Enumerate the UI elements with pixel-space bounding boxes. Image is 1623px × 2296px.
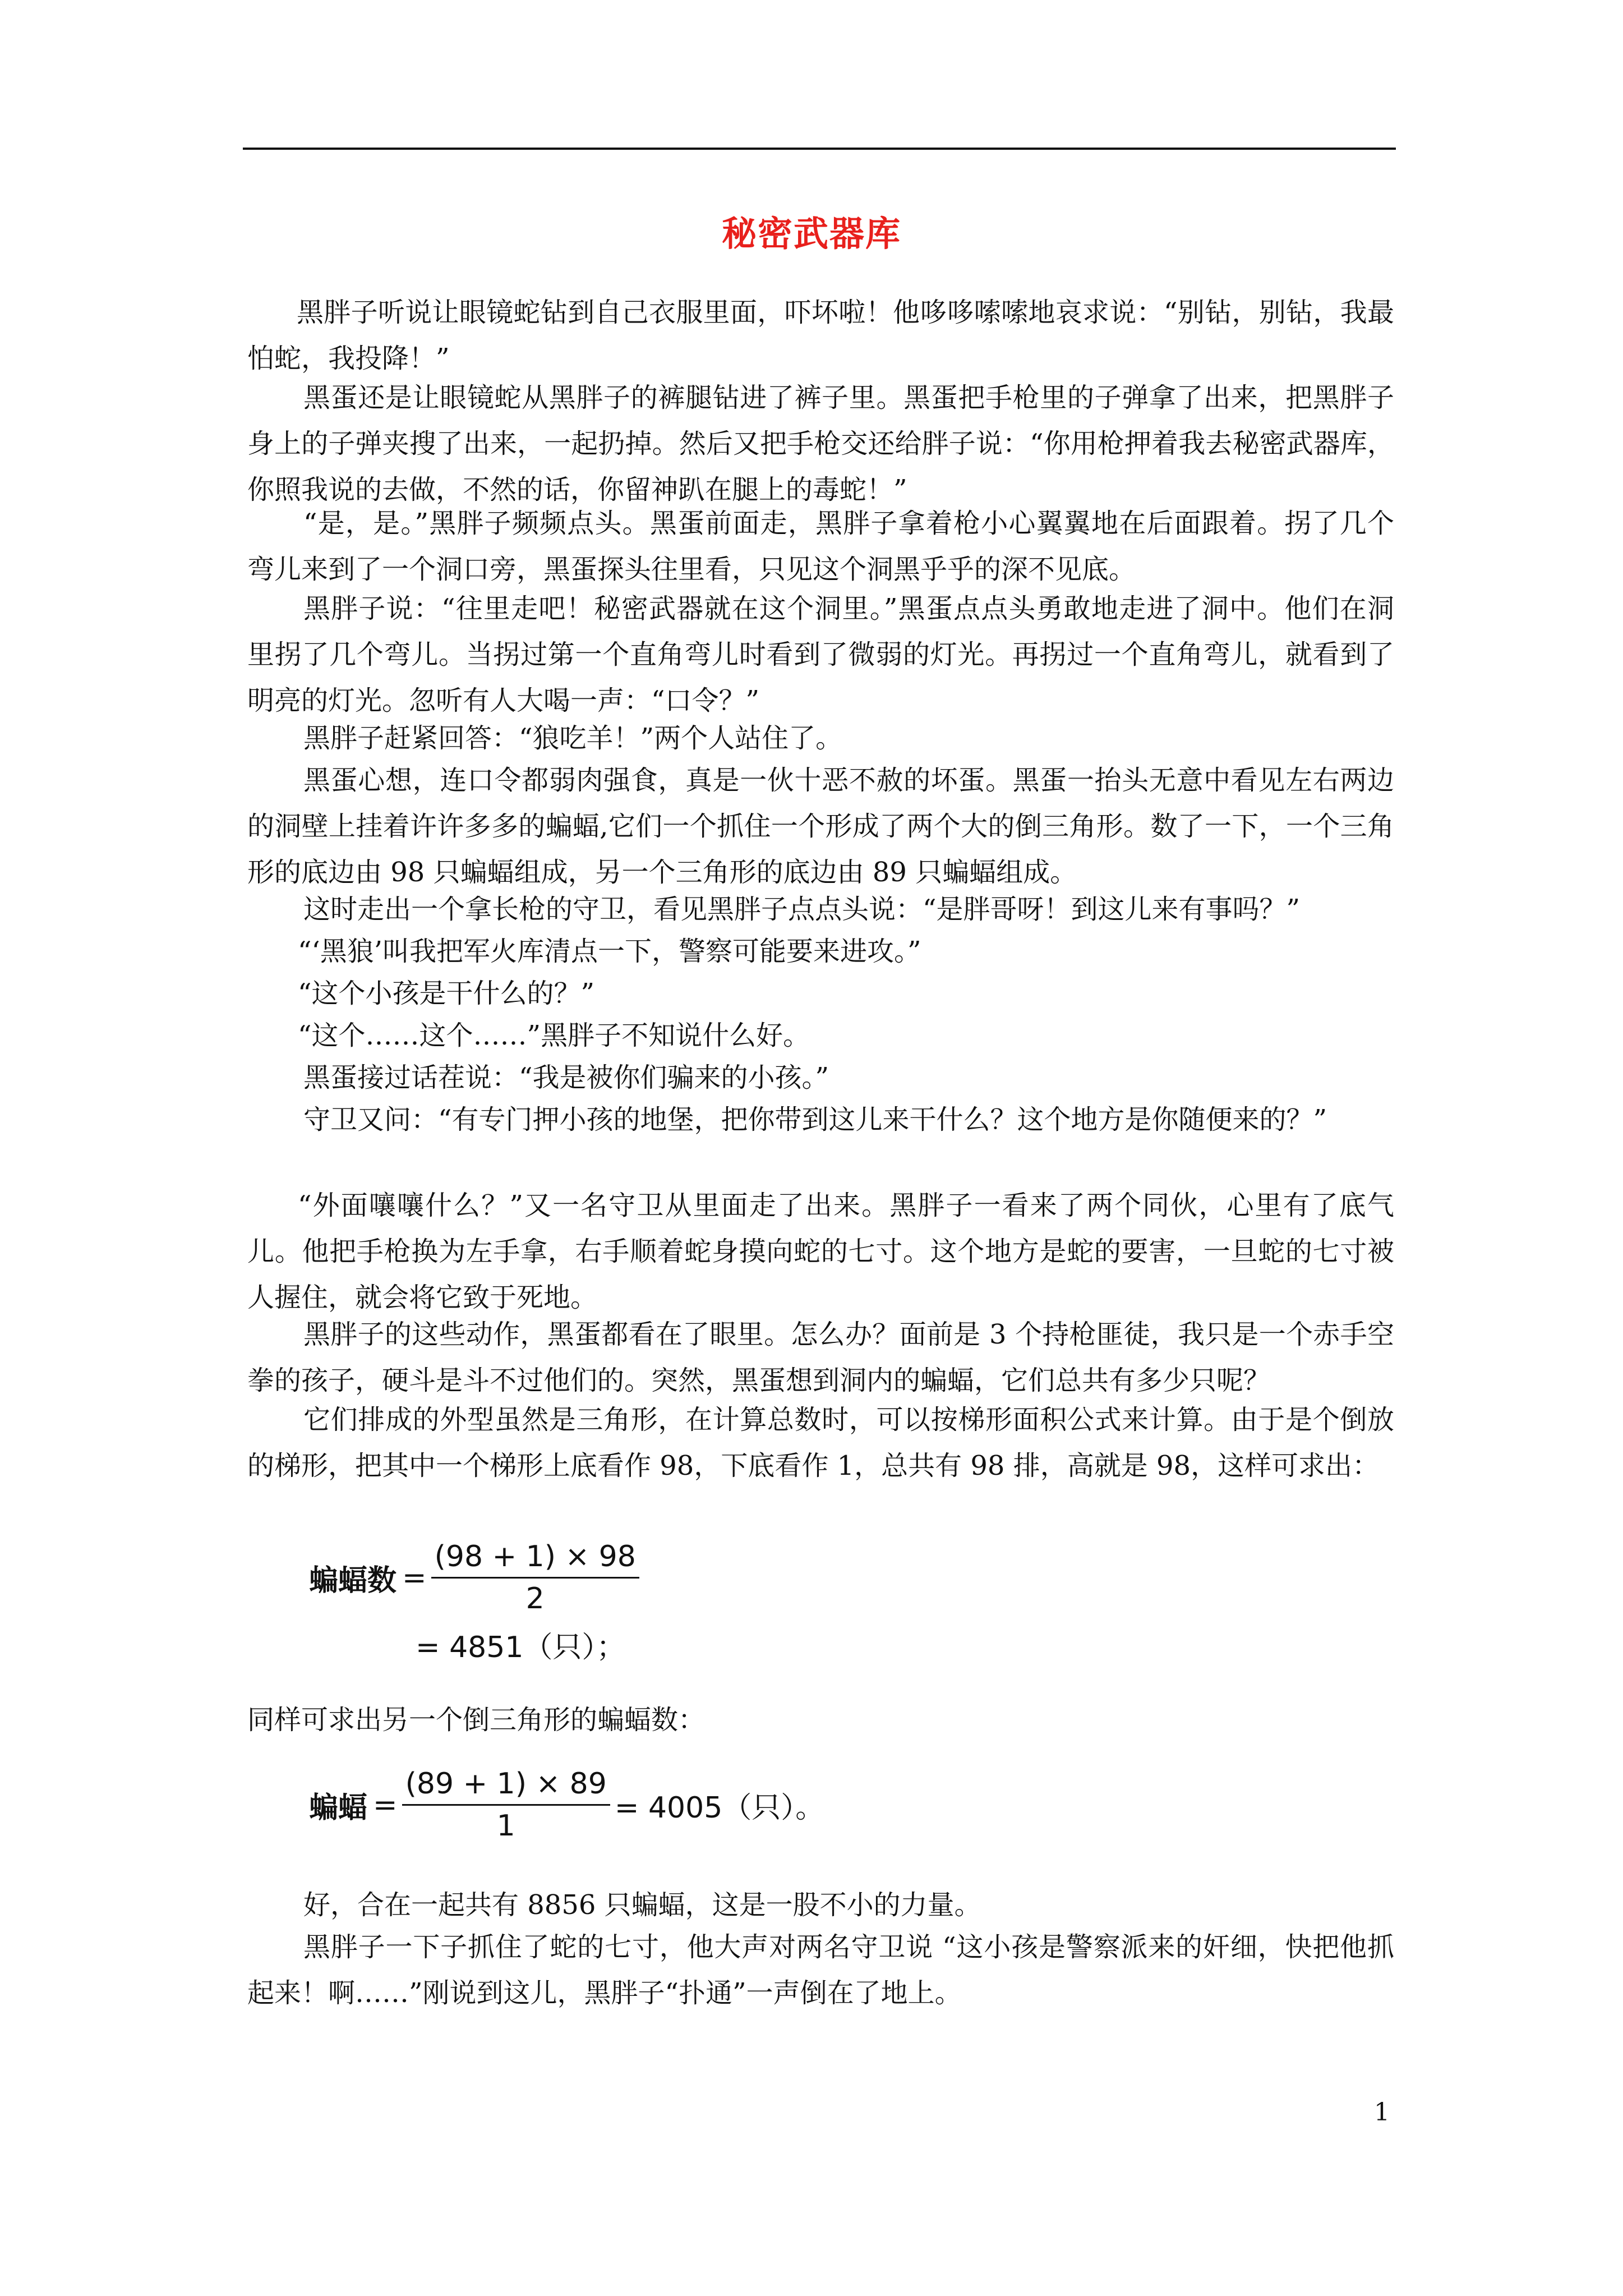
paragraph-16: 同样可求出另一个倒三角形的蝙蝠数： — [247, 1704, 706, 1736]
paragraph-14: 黑胖子的这些动作，黑蛋都看在了眼里。怎么办？面前是 3 个持枪匪徒，我只是一个赤手空拳的孩子，硬斗是斗不过他们的。突然，黑蛋想到洞内的蝙蝠，它们总共有多少只呢？ — [247, 1319, 1394, 1396]
paragraph-13: “外面嚷嚷什么？”又一名守卫从里面走了出来。黑胖子一看来了两个同伙，心里有了底气儿。他把手枪换为左手拿，右手顺着蛇身摸向蛇的七寸。这个地方是蛇的要害，一旦蛇的七寸被人握住，就会将它致于死地。 — [247, 1190, 1394, 1313]
paragraph-7: 这时走出一个拿长枪的守卫，看见黑胖子点点头说：“是胖哥呀！到这儿来有事吗？” — [303, 894, 1301, 925]
paragraph-17: 好，合在一起共有 8856 只蝙蝠，这是一股不小的力量。 — [303, 1889, 981, 1921]
formula-label: 蝙蝠 — [309, 1791, 368, 1825]
formula-fraction — [402, 1767, 610, 1843]
formula-label: 蝙蝠数 — [309, 1564, 397, 1598]
formula-denominator: 2 — [525, 1582, 545, 1616]
formula-numerator: (89 + 1) × 89 — [402, 1767, 610, 1806]
paragraph-6: 黑蛋心想，连口令都弱肉强食，真是一伙十恶不赦的坏蛋。黑蛋一抬头无意中看见左右两边的洞壁上挂着许许多多的蝙蝠,它们一个抓住一个形成了两个大的倒三角形。数了一下，一个三角形的底边由 98 只蝙蝠组成，另一个三角形的底边由 89 只蝙蝠组成。 — [247, 765, 1394, 888]
page-number: 1 — [1374, 2098, 1390, 2127]
formula-bat-count-1 — [309, 1540, 644, 1665]
paragraph-15: 它们排成的外型虽然是三角形，在计算总数时，可以按梯形面积公式来计算。由于是个倒放的梯形，把其中一个梯形上底看作 98，下底看作 1，总共有 98 排，高就是 98，这样可求出： — [247, 1404, 1394, 1481]
page-title: 秘密武器库 — [721, 213, 901, 254]
paragraph-12: 守卫又问：“有专门押小孩的地堡，把你带到这儿来干什么？这个地方是你随便来的？” — [303, 1104, 1327, 1135]
paragraph-2: 黑蛋还是让眼镜蛇从黑胖子的裤腿钻进了裤子里。黑蛋把手枪里的子弹拿了出来，把黑胖子身上的子弹夹搜了出来，一起扔掉。然后又把手枪交还给胖子说：“你用枪押着我去秘密武器库，你照我说的去做，不然的话，你留神趴在腿上的毒蛇！” — [247, 382, 1394, 505]
formula-denominator: 1 — [496, 1809, 515, 1843]
paragraph-8: “‘黑狼’叫我把军火库清点一下，警察可能要来进攻。” — [298, 936, 921, 967]
formula-equals: = — [373, 1788, 398, 1822]
formula-bat-count-2 — [309, 1767, 824, 1843]
paragraph-18: 黑胖子一下子抓住了蛇的七寸，他大声对两名守卫说 “这小孩是警察派来的奸细，快把他抓起来！啊……”刚说到这儿，黑胖子“扑通”一声倒在了地上。 — [247, 1931, 1394, 2009]
paragraph-9: “这个小孩是干什么的？” — [298, 978, 595, 1009]
formula-result: = 4851（只）； — [416, 1631, 626, 1664]
header-rule — [243, 148, 1396, 150]
formula-result: = 4005（只）。 — [614, 1791, 825, 1825]
paragraph-3: “是，是。”黑胖子频频点头。黑蛋前面走，黑胖子拿着枪小心翼翼地在后面跟着。拐了几个弯儿来到了一个洞口旁，黑蛋探头往里看，只见这个洞黑乎乎的深不见底。 — [247, 508, 1394, 585]
formula-fraction — [431, 1540, 639, 1616]
formula-equals: = — [402, 1561, 427, 1595]
paragraph-11: 黑蛋接过话茬说：“我是被你们骗来的小孩。” — [303, 1062, 829, 1093]
paragraph-10: “这个……这个……”黑胖子不知说什么好。 — [298, 1020, 810, 1051]
paragraph-5: 黑胖子赶紧回答：“狼吃羊！”两个人站住了。 — [303, 723, 843, 754]
paragraph-1: 黑胖子听说让眼镜蛇钻到自己衣服里面，吓坏啦！他哆哆嗦嗦地哀求说：“别钻，别钻，我最怕蛇，我投降！” — [247, 297, 1394, 374]
formula-numerator: (98 + 1) × 98 — [431, 1540, 639, 1579]
paragraph-4: 黑胖子说：“往里走吧！秘密武器就在这个洞里。”黑蛋点点头勇敢地走进了洞中。他们在洞里拐了几个弯儿。当拐过第一个直角弯儿时看到了微弱的灯光。再拐过一个直角弯儿，就看到了明亮的灯光。忽听有人大喝一声：“口令？” — [247, 593, 1394, 716]
